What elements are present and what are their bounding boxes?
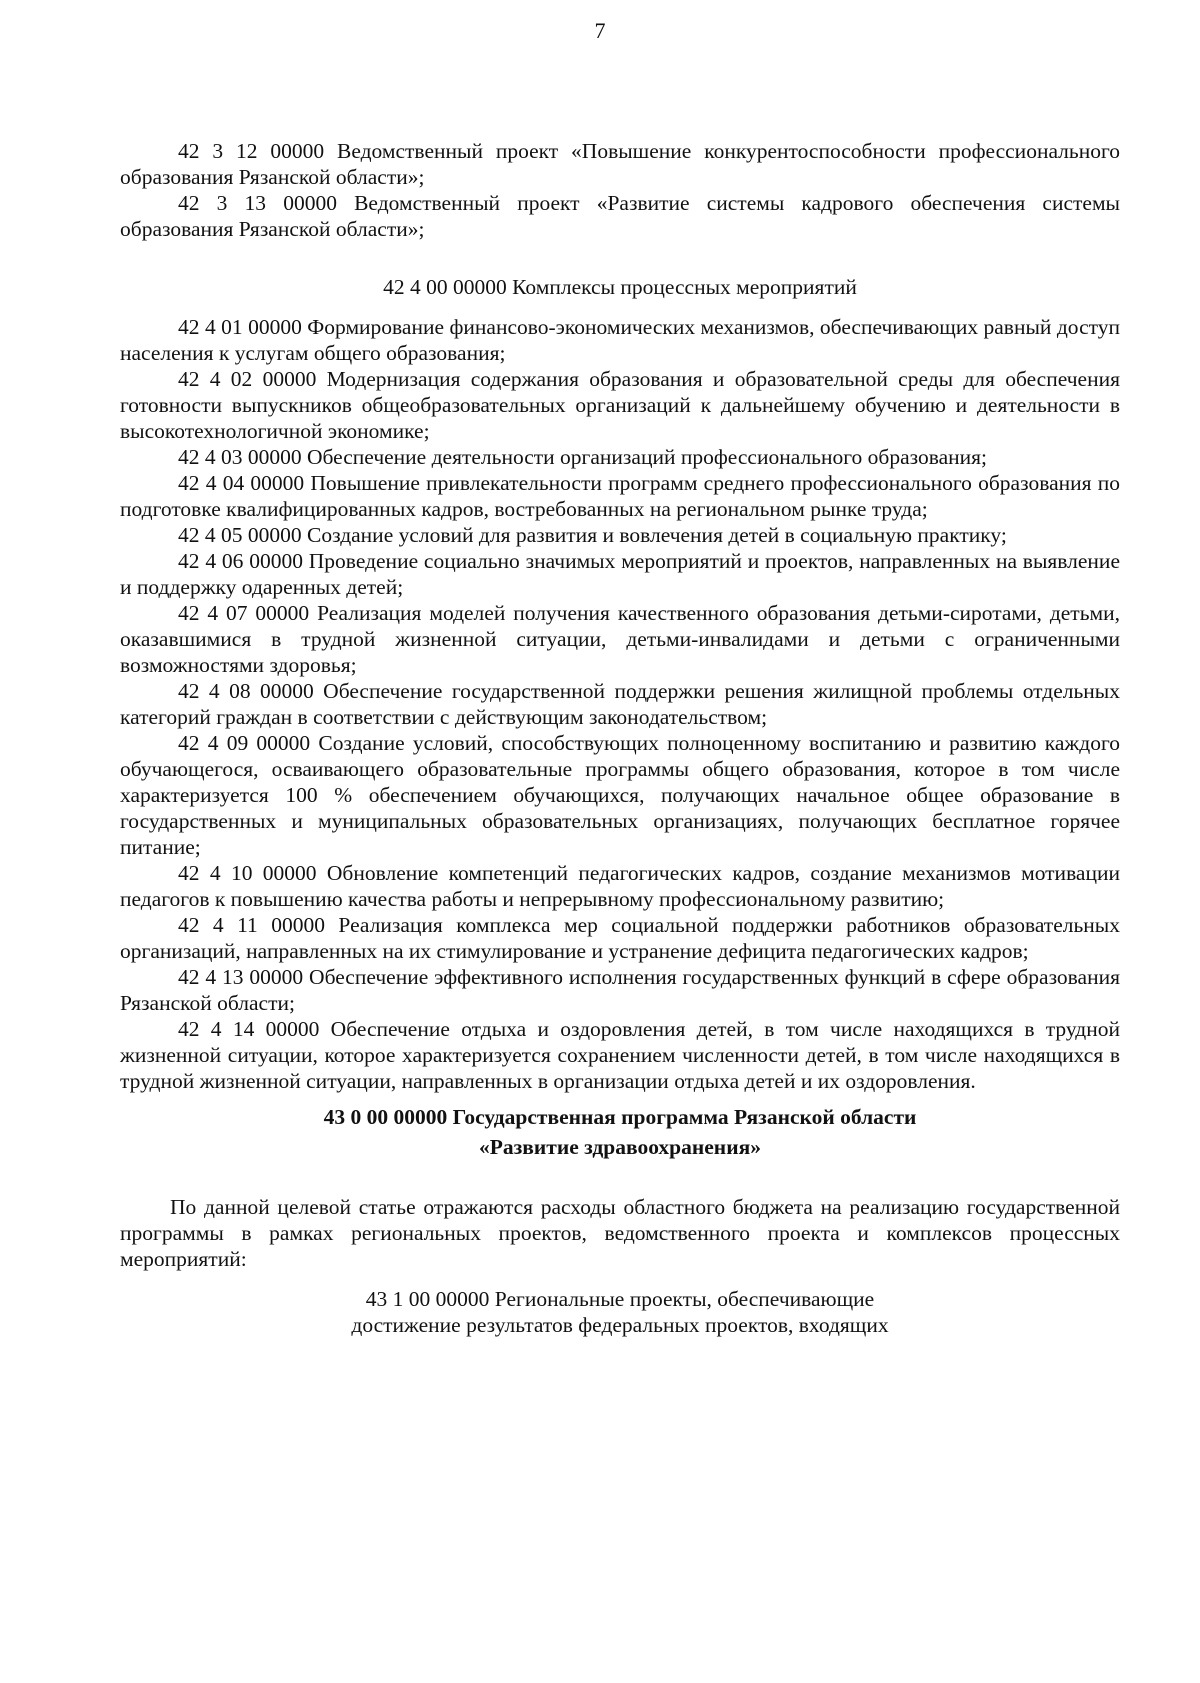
paragraph-42-4-08: 42 4 08 00000 Обеспечение государственной поддержки решения жилищной проблемы отдельных категорий граждан в соответствии с действующим законодательством; xyxy=(120,679,1120,729)
section-heading-42-4: 42 4 00 00000 Комплексы процессных мероприятий xyxy=(383,275,857,299)
paragraph-42-3-13: 42 3 13 00000 Ведомственный проект «Развитие системы кадрового обеспечения системы образования Рязанской области»; xyxy=(120,191,1120,241)
paragraph-42-3-12: 42 3 12 00000 Ведомственный проект «Повышение конкурентоспособности профессионального образования Рязанской области»; xyxy=(120,139,1120,189)
subheading-line-1: 43 1 00 00000 Региональные проекты, обеспечивающие xyxy=(365,1287,875,1311)
paragraph-42-4-05: 42 4 05 00000 Создание условий для развития и вовлечения детей в социальную практику; xyxy=(178,523,1007,547)
subheading-line-2: достижение результатов федеральных проектов, входящих xyxy=(351,1313,889,1337)
paragraph-42-4-03: 42 4 03 00000 Обеспечение деятельности организаций профессионального образования; xyxy=(178,445,988,469)
page-number: 7 xyxy=(594,18,606,43)
paragraph-42-4-13: 42 4 13 00000 Обеспечение эффективного исполнения государственных функций в сфере образования Рязанской области; xyxy=(120,965,1120,1015)
paragraph-42-4-14: 42 4 14 00000 Обеспечение отдыха и оздоровления детей, в том числе находящихся в трудной жизненной ситуации, которое характеризуется сохранением численности детей, в том числе находящихся в трудной жизненной ситуации, направленных в организации отдыха детей и их оздоровления. xyxy=(120,1017,1120,1093)
paragraph-42-4-10: 42 4 10 00000 Обновление компетенций педагогических кадров, создание механизмов мотивации педагогов к повышению качества работы и непрерывному профессиональному развитию; xyxy=(120,861,1120,911)
program-heading-line-2: «Развитие здравоохранения» xyxy=(479,1135,761,1159)
document-body xyxy=(120,138,1120,1338)
paragraph-42-4-02: 42 4 02 00000 Модернизация содержания образования и образовательной среды для обеспечения готовности выпускников общеобразовательных организаций к дальнейшему обучению и деятельности в высокотехнологичной экономике; xyxy=(120,367,1120,443)
program-paragraph: По данной целевой статье отражаются расходы областного бюджета на реализацию государственной программы в рамках региональных проектов, ведомственного проекта и комплексов процессных мероприятий: xyxy=(120,1195,1120,1271)
paragraph-42-4-01: 42 4 01 00000 Формирование финансово-экономических механизмов, обеспечивающих равный доступ населения к услугам общего образования; xyxy=(120,315,1120,365)
program-heading-line-1: 43 0 00 00000 Государственная программа Рязанской области xyxy=(323,1105,917,1129)
paragraph-42-4-09: 42 4 09 00000 Создание условий, способствующих полноценному воспитанию и развитию каждого обучающегося, осваивающего образовательные программы общего образования, которое в том числе характеризуется 100 % обеспечением обучающихся, получающих начальное общее образование в государственных и муниципальных образовательных организациях, получающих бесплатное горячее питание; xyxy=(120,731,1120,859)
paragraph-42-4-06: 42 4 06 00000 Проведение социально значимых мероприятий и проектов, направленных на выявление и поддержку одаренных детей; xyxy=(120,549,1120,599)
paragraph-42-4-04: 42 4 04 00000 Повышение привлекательности программ среднего профессионального образования по подготовке квалифицированных кадров, востребованных на региональном рынке труда; xyxy=(120,471,1120,521)
paragraph-42-4-11: 42 4 11 00000 Реализация комплекса мер социальной поддержки работников образовательных организаций, направленных на их стимулирование и устранение дефицита педагогических кадров; xyxy=(120,913,1120,963)
paragraph-42-4-07: 42 4 07 00000 Реализация моделей получения качественного образования детьми-сиротами, детьми, оказавшимися в трудной жизненной ситуации, детьми-инвалидами и детьми с ограниченными возможностями здоровья; xyxy=(120,601,1120,677)
